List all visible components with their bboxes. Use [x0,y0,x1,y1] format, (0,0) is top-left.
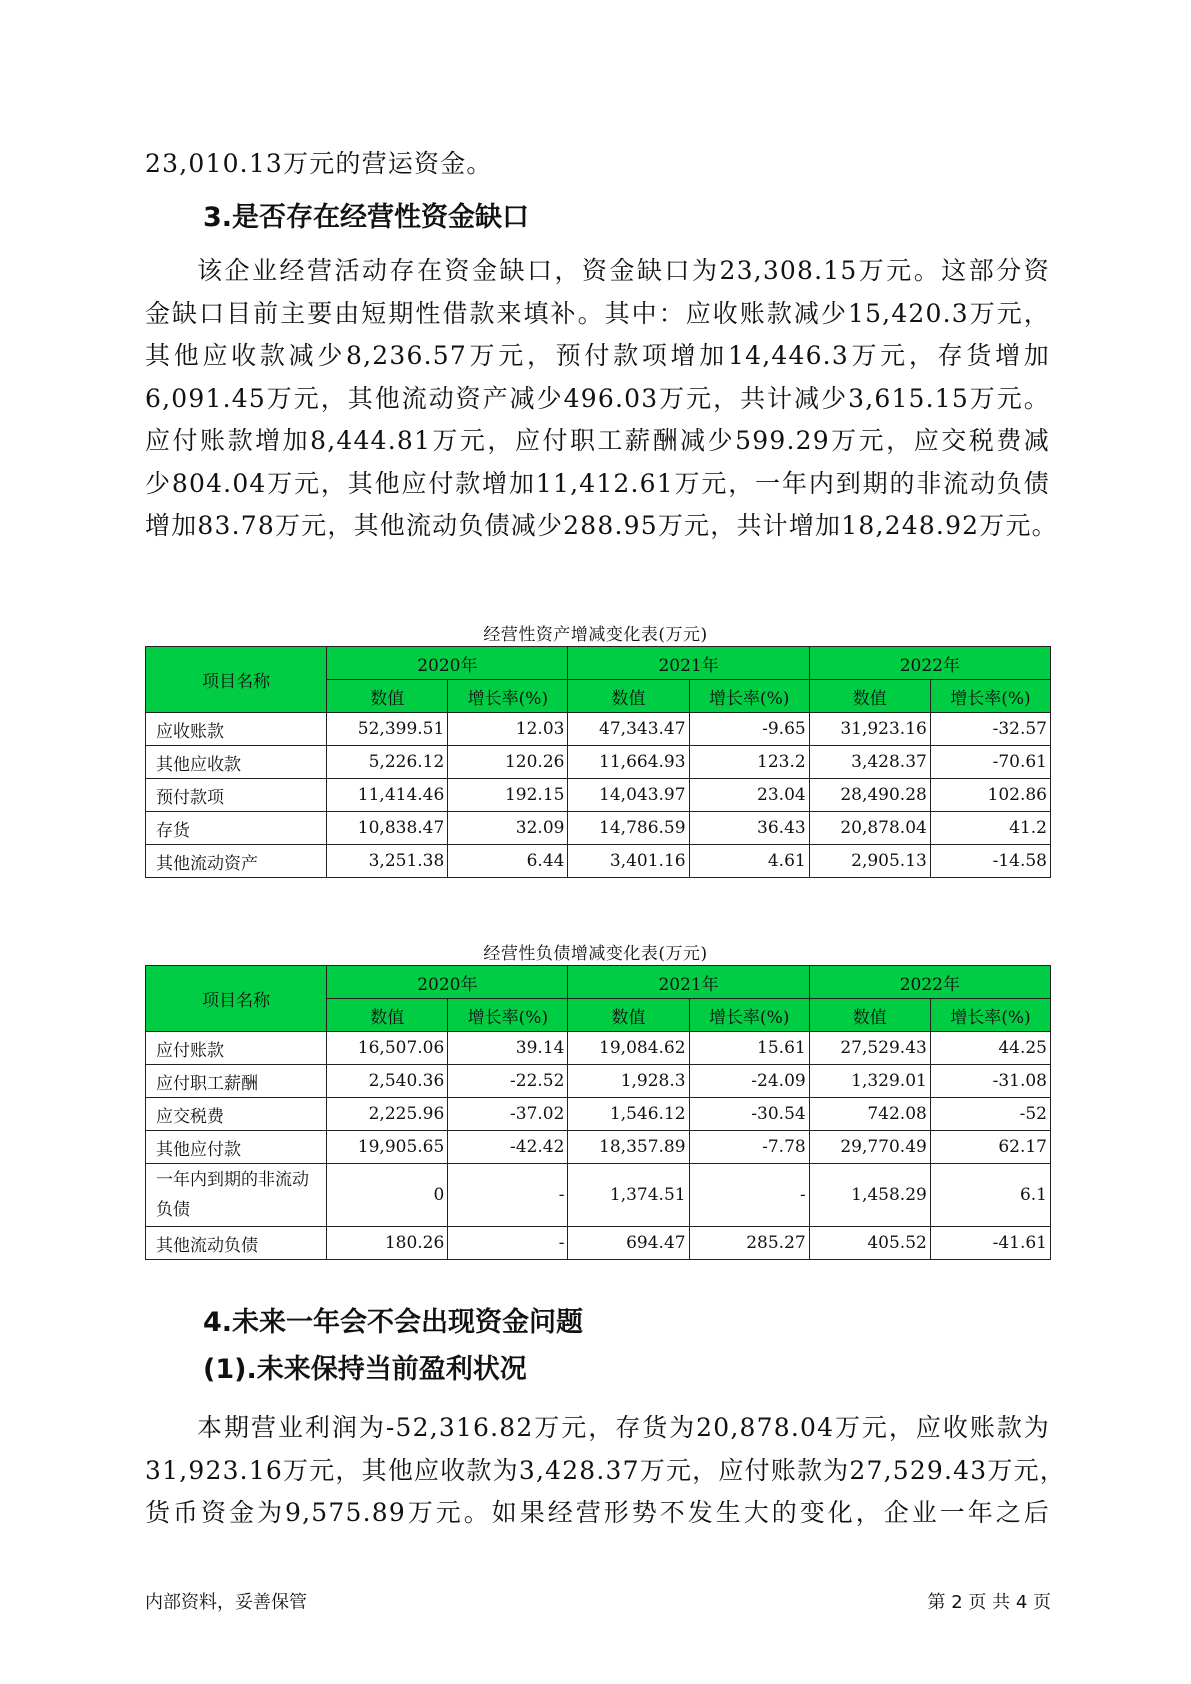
cell-growth-rate: - [448,1227,568,1260]
cell-value: 405.52 [809,1227,930,1260]
row-item-name: 应交税费 [146,1098,327,1131]
cell-growth-rate: -32.57 [930,713,1050,746]
cell-growth-rate: -22.52 [448,1065,568,1098]
table-row [146,1098,1051,1131]
assets-table [145,646,1051,878]
cell-growth-rate: -42.42 [448,1131,568,1164]
assets-table-caption: 经营性资产增减变化表(万元) [483,625,708,645]
table-row [146,1227,1051,1260]
cell-value: 52,399.51 [327,713,448,746]
cell-growth-rate: -41.61 [930,1227,1050,1260]
section-4-paragraph [145,1407,1066,1535]
row-item-name: 存货 [146,812,327,845]
cell-growth-rate: 23.04 [689,779,809,812]
cell-value: 10,838.47 [327,812,448,845]
row-item-name: 其他流动负债 [146,1227,327,1260]
cell-value: 1,928.3 [568,1065,689,1098]
header-year: 2022年 [809,966,1050,999]
cell-value: 47,343.47 [568,713,689,746]
cell-value: 29,770.49 [809,1131,930,1164]
cell-value: 14,043.97 [568,779,689,812]
cell-growth-rate: 12.03 [448,713,568,746]
cell-growth-rate: 62.17 [930,1131,1050,1164]
paragraph-line: 其他应收款减少8,236.57万元，预付款项增加14,446.3万元，存货增加 [145,341,1050,370]
cell-value: 1,329.01 [809,1065,930,1098]
cell-growth-rate: 41.2 [930,812,1050,845]
cell-value: 1,374.51 [568,1164,689,1227]
header-item-name: 项目名称 [146,647,327,713]
cell-value: 2,905.13 [809,845,930,878]
cell-value: 2,540.36 [327,1065,448,1098]
section-3-paragraph [145,250,1058,548]
header-growth-rate: 增长率(%) [930,999,1050,1032]
cell-growth-rate: 15.61 [689,1032,809,1065]
cell-growth-rate: - [448,1164,568,1227]
cell-growth-rate: 123.2 [689,746,809,779]
cell-value: 19,084.62 [568,1032,689,1065]
header-growth-rate: 增长率(%) [448,999,568,1032]
table-row [146,779,1051,812]
cell-value: 2,225.96 [327,1098,448,1131]
cell-value: 5,226.12 [327,746,448,779]
paragraph-line: 少804.04万元，其他应付款增加11,412.61万元，一年内到期的非流动负债 [145,468,1050,498]
paragraph-line: 31,923.16万元，其他应收款为3,428.37万元，应付账款为27,529.43万元， [145,1455,1066,1485]
liabilities-table [145,965,1051,1260]
cell-growth-rate: 6.44 [448,845,568,878]
row-item-name: 应收账款 [146,713,327,746]
table-row [146,1164,1051,1227]
table-row [146,1065,1051,1098]
header-year: 2021年 [568,647,809,680]
cell-growth-rate: -9.65 [689,713,809,746]
row-item-name: 应付职工薪酬 [146,1065,327,1098]
section-4-heading: 4.未来一年会不会出现资金问题 [203,1307,584,1338]
header-value: 数值 [568,999,689,1032]
cell-value: 16,507.06 [327,1032,448,1065]
row-item-name: 其他流动资产 [146,845,327,878]
footer-page-number: 第 2 页 共 4 页 [927,1592,1051,1613]
cell-growth-rate: -37.02 [448,1098,568,1131]
cell-growth-rate: -70.61 [930,746,1050,779]
cell-growth-rate: -7.78 [689,1131,809,1164]
header-item-name: 项目名称 [146,966,327,1032]
table-row [146,845,1051,878]
paragraph-line: 6,091.45万元，其他流动资产减少496.03万元，共计减少3,615.15万元。 [145,383,1050,413]
cell-value: 1,458.29 [809,1164,930,1227]
cell-growth-rate: -30.54 [689,1098,809,1131]
header-value: 数值 [809,999,930,1032]
cell-value: 180.26 [327,1227,448,1260]
cell-value: 31,923.16 [809,713,930,746]
cell-value: 18,357.89 [568,1131,689,1164]
paragraph-line: 货币资金为9,575.89万元。如果经营形势不发生大的变化，企业一年之后 [145,1498,1050,1527]
cell-growth-rate: -14.58 [930,845,1050,878]
cell-growth-rate: 192.15 [448,779,568,812]
cell-growth-rate: 4.61 [689,845,809,878]
header-year: 2021年 [568,966,809,999]
footer-confidential-note: 内部资料，妥善保管 [145,1592,307,1613]
row-item-name: 其他应付款 [146,1131,327,1164]
cell-growth-rate: 32.09 [448,812,568,845]
cell-growth-rate: 36.43 [689,812,809,845]
table-row [146,812,1051,845]
cell-growth-rate: -31.08 [930,1065,1050,1098]
cell-growth-rate: 285.27 [689,1227,809,1260]
cell-growth-rate: -52 [930,1098,1050,1131]
cell-growth-rate: 39.14 [448,1032,568,1065]
cell-growth-rate: -24.09 [689,1065,809,1098]
cell-value: 11,414.46 [327,779,448,812]
cell-value: 20,878.04 [809,812,930,845]
paragraph-line: 23,010.13万元的营运资金。 [145,149,493,178]
paragraph-line: 应付账款增加8,444.81万元，应付职工薪酬减少599.29万元，应交税费减 [145,426,1050,455]
paragraph-line: 金缺口目前主要由短期性借款来填补。其中：应收账款减少15,420.3万元， [145,298,1050,328]
row-item-name: 预付款项 [146,779,327,812]
cell-value: 3,251.38 [327,845,448,878]
header-year: 2020年 [327,966,568,999]
paragraph-line: 增加83.78万元，其他流动负债减少288.95万元，共计增加18,248.92万元。 [145,511,1058,540]
paragraph-line: 该企业经营活动存在资金缺口，资金缺口为23,308.15万元。这部分资 [197,256,1050,285]
header-year: 2022年 [809,647,1050,680]
header-value: 数值 [327,680,448,713]
section-3-heading: 3.是否存在经营性资金缺口 [203,202,530,233]
cell-growth-rate: 102.86 [930,779,1050,812]
cell-value: 19,905.65 [327,1131,448,1164]
cell-value: 27,529.43 [809,1032,930,1065]
cell-value: 3,401.16 [568,845,689,878]
cell-value: 28,490.28 [809,779,930,812]
header-growth-rate: 增长率(%) [689,999,809,1032]
table-row [146,1131,1051,1164]
cell-value: 694.47 [568,1227,689,1260]
header-growth-rate: 增长率(%) [930,680,1050,713]
table-row [146,1032,1051,1065]
paragraph-line: 本期营业利润为-52,316.82万元，存货为20,878.04万元，应收账款为 [197,1413,1050,1442]
cell-value: 11,664.93 [568,746,689,779]
liabilities-table-caption: 经营性负债增减变化表(万元) [483,944,708,964]
cell-growth-rate: 44.25 [930,1032,1050,1065]
row-item-name: 其他应收款 [146,746,327,779]
cell-growth-rate: 6.1 [930,1164,1050,1227]
cell-value: 742.08 [809,1098,930,1131]
row-item-name: 应付账款 [146,1032,327,1065]
section-4-subheading: (1).未来保持当前盈利状况 [203,1354,527,1385]
cell-value: 0 [327,1164,448,1227]
header-value: 数值 [809,680,930,713]
cell-value: 14,786.59 [568,812,689,845]
header-value: 数值 [327,999,448,1032]
cell-value: 1,546.12 [568,1098,689,1131]
cell-growth-rate: - [689,1164,809,1227]
table-row [146,746,1051,779]
cell-growth-rate: 120.26 [448,746,568,779]
header-value: 数值 [568,680,689,713]
header-growth-rate: 增长率(%) [448,680,568,713]
table-row [146,713,1051,746]
header-year: 2020年 [327,647,568,680]
cell-value: 3,428.37 [809,746,930,779]
intro-paragraph [145,143,1050,186]
header-growth-rate: 增长率(%) [689,680,809,713]
row-item-name: 一年内到期的非流动负债 [146,1164,327,1227]
